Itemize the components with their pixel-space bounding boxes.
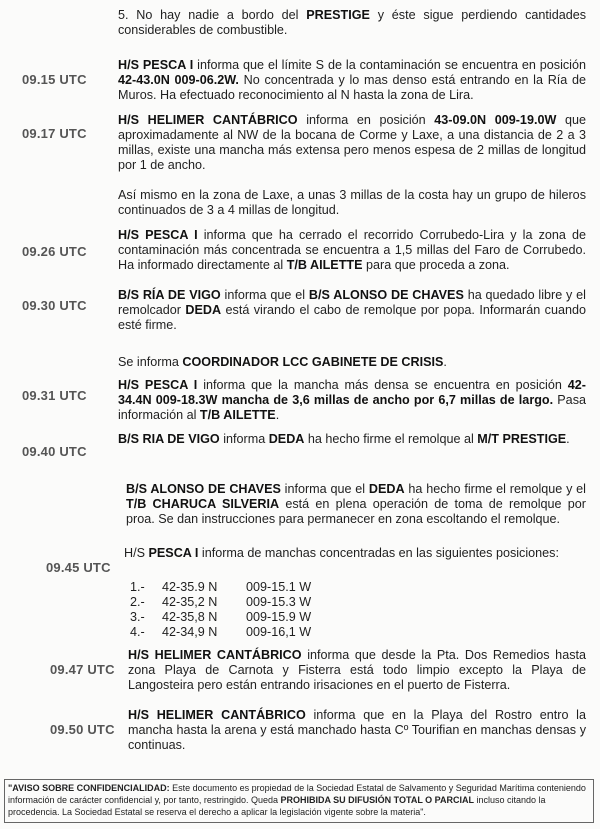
entry-time: 09.47 UTC [50,662,115,677]
entry-time: 09.26 UTC [22,244,87,259]
position-latitude: 42-35.9 N [162,580,218,594]
notice-end: incluso citando la procedencia. La Sociedad Estatal se reserva el derecho a aplicar la legislación vigente sobre la materia". [8,795,546,817]
position-number: 3.- [130,610,145,624]
entry-time: 09.30 UTC [22,298,87,313]
entry-time: 09.40 UTC [22,444,87,459]
entry-time: 09.17 UTC [22,126,87,141]
position-longitude: 009-15.9 W [246,610,312,624]
entry-time: 09.45 UTC [46,560,111,575]
position-longitude: 009-15.1 W [246,580,312,594]
position-row [130,610,311,625]
entry-time: 09.15 UTC [22,72,87,87]
position-latitude: 42-34,9 N [162,625,218,639]
position-number: 2.- [130,595,145,609]
position-row [130,595,311,610]
entry-text: H/S HELIMER CANTÁBRICO informa que en la Playa del Rostro entro la mancha hasta la arena y está manchado hasta Cº Tourifian en manchas densas y continuas. [128,708,586,752]
entry-text: B/S RIA DE VIGO informa DEDA ha hecho firme el remolque al M/T PRESTIGE. [118,432,570,446]
notice-prohibited: PROHIBIDA SU DIFUSIÓN TOTAL O PARCIAL [280,795,474,805]
position-latitude: 42-35,8 N [162,610,218,624]
entry-time: 09.50 UTC [50,722,115,737]
entry-text: H/S PESCA I informa que la mancha más densa se encuentra en posición 42-34.4N 009-18.3W mancha de 3,6 millas de ancho por 6,7 millas de largo. Pasa información al T/B AILETTE. [118,378,586,422]
position-row [130,580,311,595]
notice-label: "AVISO SOBRE CONFIDENCIALIDAD: [8,783,170,793]
entry-time: 09.31 UTC [22,388,87,403]
entry-text: 5. No hay nadie a bordo del PRESTIGE y éste sigue perdiendo cantidades considerables de combustible. [118,8,587,37]
position-longitude: 009-15.3 W [246,595,312,609]
entry-text: H/S HELIMER CANTÁBRICO informa en posición 43-09.0N 009-19.0W que aproximadamente al NW de la bocana de Corme y Laxe, a una distancia de 2 a 3 millas, existe una mancha más extensa pero menos espesa de 2 millas de longitud por 1 de ancho. [118,113,586,172]
confidentiality-notice [4,779,594,823]
position-number: 4.- [130,625,145,639]
position-number: 1.- [130,580,145,594]
entry-text: B/S ALONSO DE CHAVES informa que el DEDA ha hecho firme el remolque y el T/B CHARUCA SILVERIA está en plena operación de toma de remolque por proa. Se dan instrucciones para permanecer en zona escoltando el remolque. [126,482,586,526]
position-row [130,625,311,640]
entry-text: H/S PESCA I informa de manchas concentradas en las siguientes posiciones: [124,546,559,560]
entry-text: B/S RÍA DE VIGO informa que el B/S ALONSO DE CHAVES ha quedado libre y el remolcador DEDA está virando el cabo de remolque por popa. Informarán cuando esté firme. [118,288,586,332]
entry-text: Se informa COORDINADOR LCC GABINETE DE CRISIS. [118,355,447,369]
position-latitude: 42-35,2 N [162,595,218,609]
position-list [130,580,311,640]
entry-text: H/S PESCA I informa que el límite S de la contaminación se encuentra en posición 42-43.0N 009-06.2W. No concentrada y lo mas denso está entrando en la Ría de Muros. Ha efectuado reconocimiento al N hasta la zona de Lira. [118,58,587,102]
entry-text: H/S HELIMER CANTÁBRICO informa que desde la Pta. Dos Remedios hasta zona Playa de Carnota y Fisterra está todo limpio excepto la Playa de Langosteira pero están entrando irisaciones en el puerto de Fisterra. [128,648,586,692]
entry-text: Así mismo en la zona de Laxe, a unas 3 millas de la costa hay un grupo de hileros continuados de 3 a 4 millas de longitud. [118,188,586,217]
position-longitude: 009-16,1 W [246,625,312,639]
entry-text: H/S PESCA I informa que ha cerrado el recorrido Corrubedo-Lira y la zona de contaminación más concentrada se encuentra a 1,5 millas del Faro de Corrubedo. Ha informado directamente al T/B AILETTE para que proceda a zona. [118,228,586,272]
notice-text: Este documento es propiedad de la Sociedad Estatal de Salvamento y Seguridad Marítima conteniendo información de carácter confidencial y, por tanto, restringido. Queda [8,783,586,805]
